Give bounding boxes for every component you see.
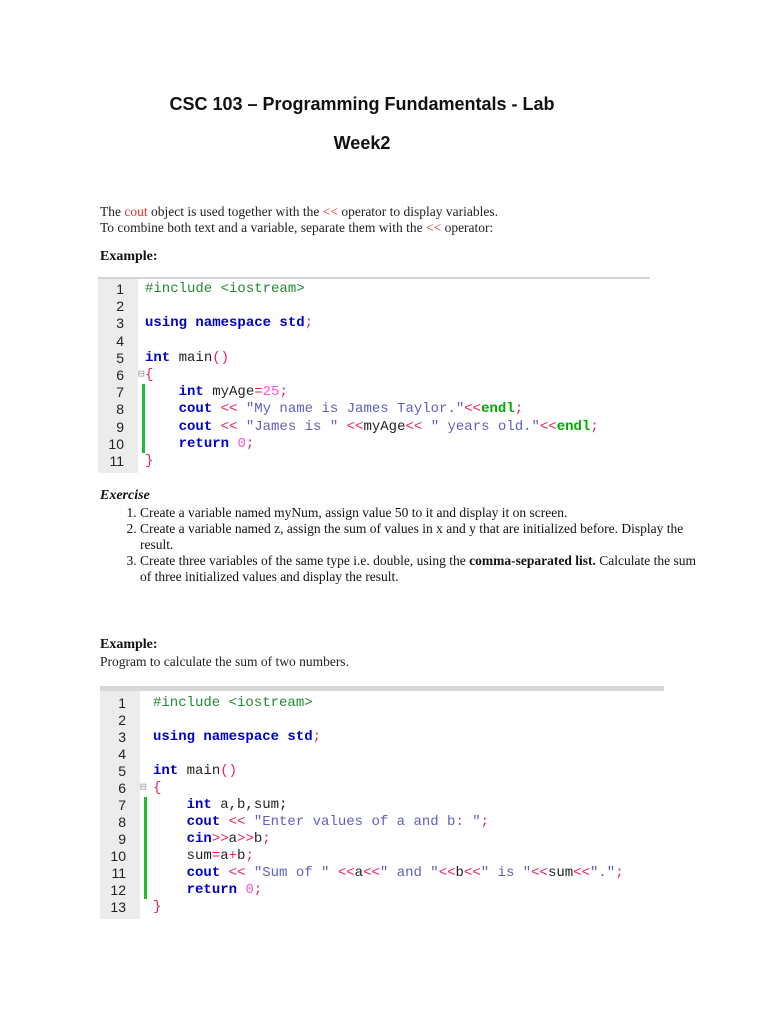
code-token: int (145, 349, 171, 366)
code-token: a (354, 865, 364, 881)
line-number: 1 (116, 281, 124, 297)
code-token: "Sum of " (253, 865, 330, 881)
line-number: 13 (110, 899, 126, 915)
exercise-text: Create three variables of the same type i.e. double, using the (140, 553, 470, 568)
code-token: sum (186, 848, 212, 864)
operator-text: << (322, 204, 338, 219)
code-token: using namespace std (153, 729, 313, 745)
code-token (153, 797, 187, 813)
line-number: 4 (116, 332, 124, 349)
code-text (153, 814, 489, 830)
code-token (153, 848, 187, 864)
line-number: 10 (110, 848, 126, 864)
code-line (98, 315, 650, 332)
code-token: " is " (480, 865, 532, 881)
code-line (98, 281, 650, 298)
code-token: ; (253, 882, 263, 898)
code-token: { (153, 780, 162, 796)
code-token: ; (615, 865, 624, 881)
intro-text: operator: (441, 220, 494, 235)
code-line (98, 436, 650, 453)
code-text (153, 797, 287, 813)
code-token: << (531, 865, 548, 881)
exercise-list (100, 505, 700, 585)
code-token: a (220, 848, 229, 864)
exercise-item (140, 553, 700, 585)
intro-text: The (100, 204, 125, 219)
code-token: ; (590, 418, 599, 435)
code-token: >> (211, 831, 229, 847)
code-token: endl (481, 401, 515, 418)
exercise-item: 2. Create a variable named z, assign the sum of values in x and y that are initialized before. Display the result. (140, 521, 700, 553)
code-text (153, 882, 262, 898)
code-token: 25 (262, 384, 280, 401)
code-token (145, 401, 179, 417)
code-token: #include <iostream> (145, 281, 305, 297)
code-token: #include <iostream> (153, 695, 313, 711)
code-text (153, 831, 271, 847)
code-token: a (228, 831, 238, 847)
exercise-heading: Exercise (100, 488, 150, 503)
code-token: main (170, 349, 213, 366)
code-token: int (186, 797, 212, 813)
code-token: ; (245, 848, 254, 864)
line-number: 9 (118, 831, 126, 847)
code-token: << (464, 401, 482, 418)
intro-line-2 (100, 220, 493, 236)
intro-text: operator to display variables. (337, 204, 499, 219)
code-token: 0 (237, 435, 246, 452)
code-token: ; (279, 384, 288, 401)
code-token: + (228, 848, 238, 864)
code-line (100, 899, 664, 916)
code-text (153, 848, 254, 864)
code-token: = (211, 848, 221, 864)
code-token: } (153, 899, 162, 915)
code-line (100, 831, 664, 848)
line-number: 3 (118, 729, 126, 745)
code-text (145, 384, 288, 400)
code-line (98, 419, 650, 436)
code-line (100, 882, 664, 899)
code-token: "James is " (245, 418, 339, 435)
exercise-item: 1. Create a variable named myNum, assign value 50 to it and display it on screen. (140, 505, 700, 521)
intro-text: To combine both text and a variable, separate them with the (100, 220, 426, 235)
example-subtitle: Program to calculate the sum of two numbers. (100, 654, 349, 669)
code-token: << (463, 865, 481, 881)
code-token: "Enter values of a and b: " (253, 814, 481, 830)
code-token: ; (514, 401, 524, 418)
change-marker-bar (144, 797, 147, 899)
code-text (145, 367, 153, 383)
code-text (153, 780, 161, 796)
code-token: () (212, 349, 230, 366)
code-token: b (455, 865, 464, 881)
code-block-2 (100, 686, 664, 919)
code-token: myAge (363, 418, 406, 435)
line-number: 2 (118, 712, 126, 728)
line-number: 6 (118, 780, 126, 796)
code-token: cout (178, 418, 213, 435)
code-token (153, 831, 187, 847)
code-token: ; (312, 729, 322, 745)
code-line (98, 401, 650, 418)
code-token: using namespace std (145, 315, 305, 332)
code-line (100, 695, 664, 712)
code-line (98, 298, 650, 315)
code-token: return (186, 882, 238, 898)
operator-text: << (425, 220, 442, 235)
code-text (145, 453, 153, 469)
code-line (100, 746, 664, 763)
code-token: << (329, 865, 355, 881)
code-line (100, 865, 664, 882)
line-number: 2 (116, 298, 124, 315)
code-token: endl (556, 418, 591, 435)
code-token: { (145, 367, 154, 383)
code-token: << (212, 401, 246, 418)
code-line (100, 780, 664, 797)
code-token: << (363, 865, 380, 881)
code-token: = (254, 384, 263, 401)
code-token: int (178, 384, 204, 401)
code-token: 0 (245, 882, 254, 898)
code-token: cout (178, 401, 213, 418)
line-number: 4 (118, 746, 126, 762)
example-heading: Example: (100, 637, 158, 652)
code-token: cin (186, 831, 212, 847)
exercise-text: Calculate the sum of three initialized values and display the result. (140, 553, 696, 584)
code-token: sum (547, 865, 574, 881)
code-text (145, 350, 229, 366)
intro-line-1 (100, 204, 498, 220)
code-token: int (153, 763, 179, 779)
code-text (145, 281, 305, 297)
code-token (153, 882, 187, 898)
code-line (98, 367, 650, 384)
code-text (145, 315, 313, 331)
code-text (145, 436, 254, 452)
code-token: () (220, 763, 238, 779)
code-text (153, 865, 624, 881)
code-token: " and " (379, 865, 439, 881)
code-token: b (253, 831, 263, 847)
line-number: 9 (116, 418, 124, 435)
line-number: 5 (118, 763, 126, 779)
code-token: "." (590, 865, 616, 881)
code-token: ; (245, 435, 255, 452)
code-token: << (539, 418, 557, 435)
code-line (98, 350, 650, 367)
code-token: cout (186, 865, 221, 881)
line-number: 7 (118, 797, 126, 813)
code-token: myAge (203, 384, 255, 401)
code-token: b (237, 848, 246, 864)
code-text (153, 729, 321, 745)
code-token (145, 419, 179, 435)
code-token: " years old." (430, 418, 540, 435)
code-token (145, 384, 179, 400)
code-token (145, 436, 179, 452)
code-token: << (338, 418, 364, 435)
code-line (98, 333, 650, 350)
week-title: Week2 (333, 133, 391, 153)
code-block-1 (98, 277, 650, 473)
line-number: 3 (116, 315, 124, 332)
code-line (100, 763, 664, 780)
change-marker-bar (142, 384, 145, 453)
code-line (100, 712, 664, 729)
code-token: ; (480, 814, 490, 830)
code-token: >> (237, 831, 254, 847)
code-text (153, 763, 237, 779)
fold-toggle-icon[interactable]: ⊟ (140, 782, 147, 794)
code-line (100, 848, 664, 865)
code-token: ; (304, 315, 314, 332)
code-text (153, 899, 161, 915)
line-number: 1 (118, 695, 126, 711)
cout-keyword: cout (124, 204, 148, 219)
code-token: << (405, 418, 431, 435)
intro-text: object is used together with the (147, 204, 323, 219)
code-token: a,b,sum; (211, 797, 288, 813)
code-token: return (178, 435, 230, 452)
code-line (98, 453, 650, 470)
fold-toggle-icon[interactable]: ⊟ (138, 369, 145, 381)
code-line (100, 729, 664, 746)
code-token: << (573, 865, 590, 881)
exercise-bold-text: comma-separated list. (469, 553, 596, 568)
code-token: main (178, 763, 221, 779)
code-line (98, 384, 650, 401)
line-number: 10 (108, 435, 124, 452)
line-number: 8 (118, 814, 126, 830)
code-text (145, 419, 599, 435)
line-number: 12 (110, 882, 126, 898)
code-token: << (212, 418, 246, 435)
example-heading: Example: (100, 249, 158, 264)
line-number: 5 (116, 349, 124, 366)
code-token: } (145, 453, 154, 469)
code-text (145, 401, 523, 417)
line-number: 11 (109, 453, 124, 469)
code-token: << (438, 865, 456, 881)
code-token: << (220, 814, 254, 830)
page-title: CSC 103 – Programming Fundamentals - Lab (169, 94, 555, 114)
code-token: ; (262, 831, 271, 847)
code-token: "My name is James Taylor." (245, 401, 465, 418)
code-line (100, 797, 664, 814)
code-token: cout (186, 814, 221, 830)
line-number: 7 (116, 384, 124, 401)
code-line (100, 814, 664, 831)
line-number: 11 (111, 865, 126, 881)
code-token (153, 814, 187, 830)
line-number: 6 (116, 367, 124, 383)
code-text (153, 695, 313, 711)
line-number: 8 (116, 401, 124, 418)
code-token (153, 865, 187, 881)
code-token: << (220, 865, 254, 881)
